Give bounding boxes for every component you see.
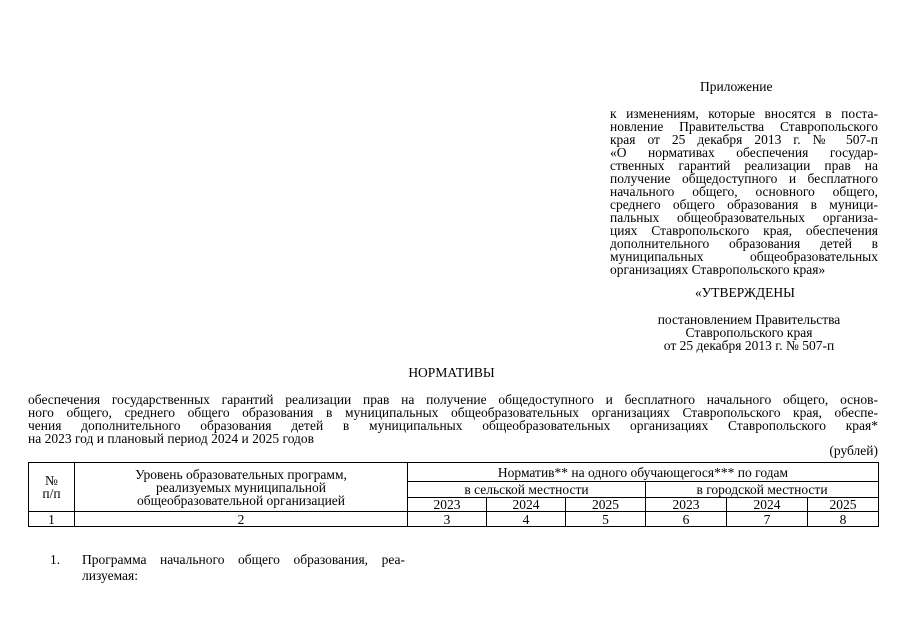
year-cell: 2025 bbox=[566, 498, 646, 512]
appendix-line: муниципальных общеобразовательных bbox=[610, 249, 878, 264]
approved-line: постановлением Правительства bbox=[657, 312, 841, 327]
year-cell: 2024 bbox=[727, 498, 808, 512]
header-number-cell: № п/п bbox=[29, 463, 75, 512]
column-number-cell: 8 bbox=[808, 512, 879, 527]
column-number-cell: 1 bbox=[29, 512, 75, 527]
document-subtitle bbox=[28, 393, 878, 445]
header-level-cell: Уровень образовательных программ, реализуемых муниципальной общеобразовательной организацией bbox=[75, 463, 408, 512]
appendix-line: получение общедоступного и бесплатного bbox=[610, 171, 878, 186]
column-number-cell: 4 bbox=[487, 512, 566, 527]
header-urban-cell: в городской местности bbox=[646, 482, 879, 498]
appendix-heading: Приложение bbox=[700, 79, 773, 94]
approved-heading: «УТВЕРЖДЕНЫ bbox=[695, 285, 795, 300]
appendix-line: начального общего, основного общего, bbox=[610, 184, 878, 199]
program-line: лизуемая: bbox=[82, 568, 138, 583]
subtitle-line: чения дополнительного образования детей в муниципальных общеобразовательных организациях Ставропольского края* bbox=[28, 418, 878, 433]
subtitle-line: на 2023 год и плановый период 2024 и 2025 годов bbox=[28, 431, 315, 446]
year-cell: 2023 bbox=[646, 498, 727, 512]
units-label: (рублей) bbox=[829, 443, 878, 458]
appendix-line: края от 25 декабря 2013 г. № 507-п bbox=[610, 132, 878, 147]
norms-table bbox=[28, 462, 879, 527]
program-number: 1. bbox=[50, 552, 61, 567]
appendix-line: среднего общего образования в муници- bbox=[610, 197, 878, 212]
subtitle-line: ного общего, среднего общего образования в муниципальных общеобразовательных организациях Ставропольского края, обеспе- bbox=[28, 405, 878, 420]
column-number-cell: 6 bbox=[646, 512, 727, 527]
year-cell: 2024 bbox=[487, 498, 566, 512]
header-norm-cell: Норматив** на одного обучающегося*** по годам bbox=[408, 463, 879, 482]
subtitle-line: обеспечения государственных гарантий реализации прав на получение общедоступного и бесплатного начального общего, основ- bbox=[28, 392, 878, 407]
column-number-cell: 5 bbox=[566, 512, 646, 527]
program-line: Программа начального общего образования, реа- bbox=[82, 552, 405, 567]
appendix-line: к изменениям, которые вносятся в поста- bbox=[610, 106, 878, 121]
appendix-line: циях Ставропольского края, обеспечения bbox=[610, 223, 878, 238]
appendix-line: пальных общеобразовательных организа- bbox=[610, 210, 878, 225]
year-cell: 2025 bbox=[808, 498, 879, 512]
column-number-cell: 2 bbox=[75, 512, 408, 527]
column-number-cell: 7 bbox=[727, 512, 808, 527]
appendix-line: ственных гарантий реализации прав на bbox=[610, 158, 878, 173]
approved-text bbox=[620, 313, 878, 352]
appendix-text bbox=[610, 107, 878, 276]
header-rural-cell: в сельской местности bbox=[408, 482, 646, 498]
appendix-line: организациях Ставропольского края» bbox=[610, 262, 826, 277]
appendix-line: «О нормативах обеспечения государ- bbox=[610, 145, 878, 160]
approved-line: Ставропольского края bbox=[685, 325, 813, 340]
appendix-line: новление Правительства Ставропольского bbox=[610, 119, 878, 134]
column-number-cell: 3 bbox=[408, 512, 487, 527]
appendix-line: дополнительного образования детей в bbox=[610, 236, 878, 251]
year-cell: 2023 bbox=[408, 498, 487, 512]
document-title: НОРМАТИВЫ bbox=[408, 365, 495, 380]
approved-line: от 25 декабря 2013 г. № 507-п bbox=[663, 338, 835, 353]
program-text bbox=[82, 552, 405, 584]
